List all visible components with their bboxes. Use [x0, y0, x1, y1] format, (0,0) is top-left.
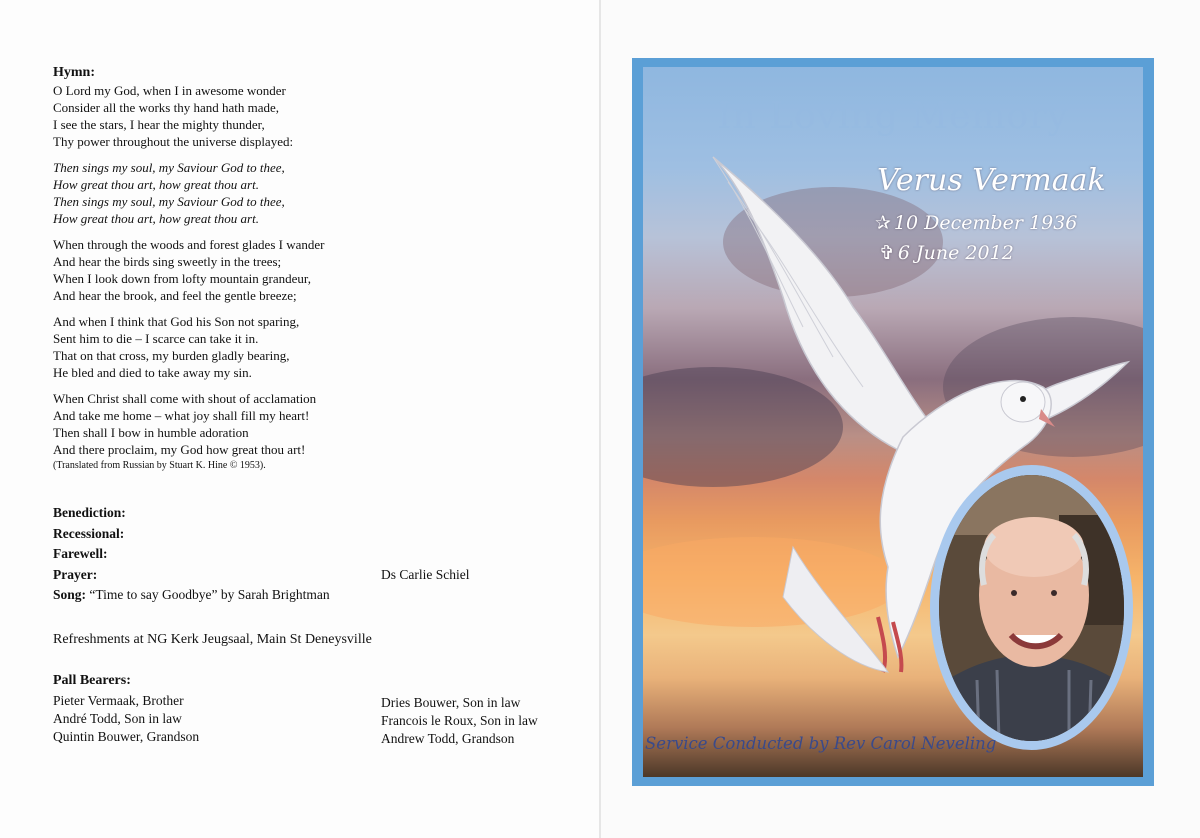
hymn-line: Then sings my soul, my Saviour God to thee, [53, 194, 285, 209]
hymn-verse [53, 82, 393, 150]
deceased-name: Verus Vermaak [877, 163, 1106, 198]
portrait-photo [939, 475, 1124, 741]
birth-date [875, 212, 1077, 234]
hymn-line: When I look down from lofty mountain grandeur, [53, 271, 311, 286]
order-of-service [53, 503, 533, 606]
hymn-chorus [53, 159, 393, 227]
pall-bearers-section [53, 672, 593, 746]
farewell-label: Farewell: [53, 546, 108, 561]
hymn-line: And take me home – what joy shall fill my heart! [53, 408, 310, 423]
birth-date-text: 10 December 1936 [893, 212, 1078, 234]
hymn-line: Then shall I bow in humble adoration [53, 425, 249, 440]
hymn-verse [53, 390, 393, 458]
song-text: “Time to say Goodbye” by Sarah Brightman [86, 587, 330, 602]
pall-bearer-name: Quintin Bouwer, Grandson [53, 729, 200, 744]
pall-bearer-name: Dries Bouwer, Son in law [381, 695, 521, 710]
hymn-heading: Hymn: [53, 65, 95, 80]
pall-bearers-heading: Pall Bearers: [53, 673, 131, 688]
death-date [879, 242, 1014, 264]
service-conducted-by: Service Conducted by Rev Carol Neveling [645, 734, 997, 753]
hymn-line: I see the stars, I hear the mighty thunder, [53, 117, 265, 132]
pall-bearer-name: André Todd, Son in law [53, 711, 182, 726]
hymn-section [53, 64, 393, 473]
pall-bearers-left [53, 692, 199, 746]
hymn-line: How great thou art, how great thou art. [53, 211, 259, 226]
hymn-line: When through the woods and forest glades I wander [53, 237, 325, 252]
pall-bearer-name: Francois le Roux, Son in law [381, 713, 538, 728]
hymn-verse [53, 313, 393, 381]
hymn-credit: (Translated from Russian by Stuart K. Hine © 1953). [53, 460, 266, 471]
prayer-label: Prayer: [53, 566, 98, 582]
benediction-label: Benediction: [53, 505, 126, 520]
hymn-stanzas [53, 82, 393, 458]
cover-artwork [643, 67, 1143, 777]
song-label: Song: [53, 587, 87, 602]
portrait-illustration [939, 475, 1124, 741]
hymn-verse [53, 236, 393, 304]
hymn-line: That on that cross, my burden gladly bearing, [53, 348, 290, 363]
hymn-line: Thy power throughout the universe displayed: [53, 134, 294, 149]
hymn-line: And when I think that God his Son not sparing, [53, 314, 300, 329]
refreshments-note: Refreshments at NG Kerk Jeugsaal, Main St Deneysville [53, 632, 372, 647]
star-icon: ✰ [875, 212, 891, 234]
hymn-line: Consider all the works thy hand hath made, [53, 100, 280, 115]
prayer-officiant: Ds Carlie Schiel [381, 566, 470, 582]
hymn-line: When Christ shall come with shout of acclamation [53, 391, 317, 406]
hymn-line: Then sings my soul, my Saviour God to thee, [53, 160, 285, 175]
hymn-line: O Lord my God, when I in awesome wonder [53, 83, 286, 98]
hymn-line: He bled and died to take away my sin. [53, 365, 252, 380]
hymn-line: How great thou art, how great thou art. [53, 177, 259, 192]
in-loving-memory-title: In Loving Memory [717, 96, 1069, 137]
pall-bearer-name: Andrew Todd, Grandson [381, 731, 515, 746]
pall-bearers-right [381, 694, 538, 748]
hymn-line: And hear the brook, and feel the gentle breeze; [53, 288, 297, 303]
hymn-line: Sent him to die – I scarce can take it in. [53, 331, 259, 346]
cross-icon: ✞ [879, 242, 895, 264]
hymn-line: And there proclaim, my God how great thou art! [53, 442, 306, 457]
hymn-line: And hear the birds sing sweetly in the trees; [53, 254, 282, 269]
pall-bearer-name: Pieter Vermaak, Brother [53, 693, 184, 708]
recessional-label: Recessional: [53, 525, 125, 541]
death-date-text: 6 June 2012 [897, 242, 1014, 264]
